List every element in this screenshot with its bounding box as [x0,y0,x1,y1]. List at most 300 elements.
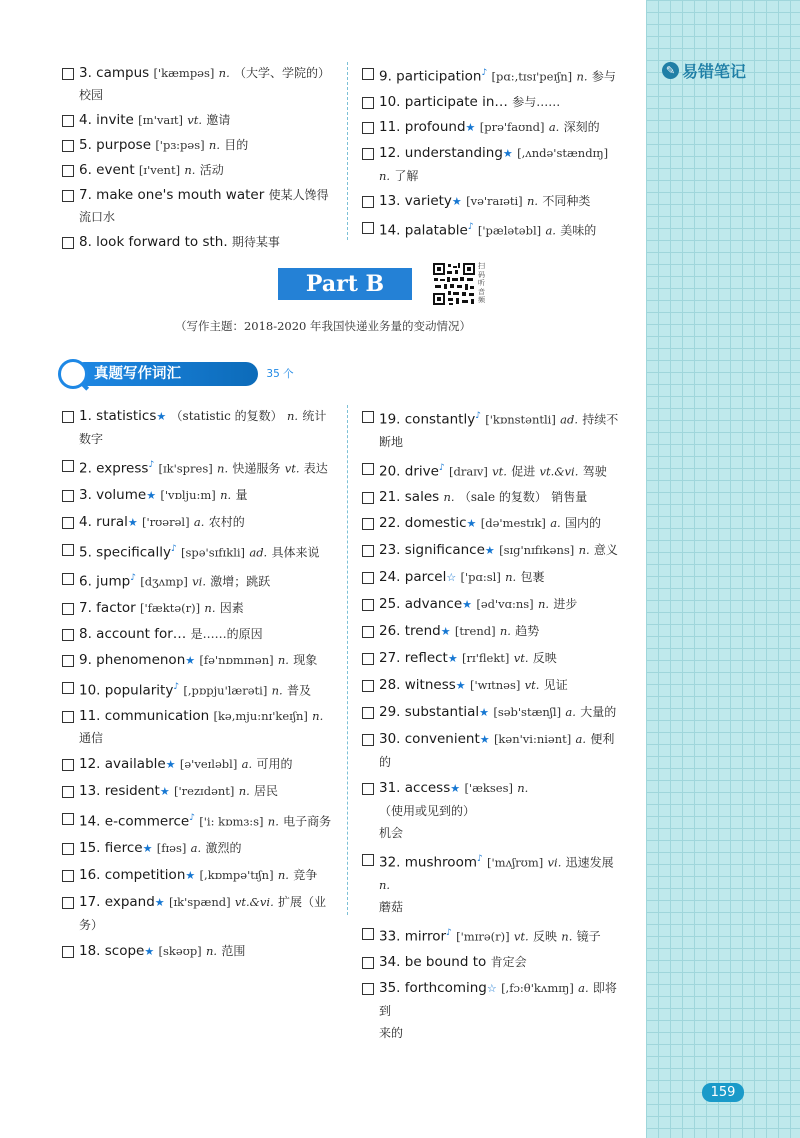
definition: 范围 [221,943,246,958]
checkbox[interactable] [62,411,74,423]
part-of-speech-2: vt.&vi. [539,464,579,478]
definition-continued-text: 了解 [394,168,419,183]
vocab-item [62,62,334,106]
checkbox[interactable] [362,626,374,638]
star-icon: ★ [144,944,155,958]
checkbox[interactable] [62,68,74,80]
checkbox[interactable] [62,711,74,723]
part-of-speech: a. [193,514,205,529]
star-icon: ★ [165,758,176,771]
checkbox[interactable] [362,653,374,665]
vocab-item [62,705,334,749]
vocab-text [79,454,334,480]
checkbox[interactable] [62,843,74,855]
star-icon: ★ [185,653,196,667]
part-of-speech: n. [526,193,539,208]
definition: 使某人馋得 [268,188,329,202]
vocab-text [79,231,334,253]
part-of-speech: n. [537,597,550,611]
vocab-word: 7. make one's mouth water [79,187,265,203]
vocab-item [62,511,334,534]
definition-continued-text: 数字 [79,432,104,446]
definition: 竞争 [293,867,318,882]
part-of-speech: vt. [513,651,529,665]
vocab-item [362,512,624,535]
checkbox[interactable] [62,573,74,585]
definition: 见证 [543,678,568,692]
part-of-speech: n. [208,138,220,152]
vocab-item [62,159,334,181]
vocab-item [62,567,334,593]
vocab-word: 10. popularity [79,682,174,698]
phonetic: [skəʊp] [158,943,202,958]
vocab-item [62,597,334,619]
phonetic: [səb'stænʃl] [493,705,562,719]
vocab-word: 5. purpose [79,137,152,153]
vocab-text [379,405,624,453]
audio-icon: ♪ [170,543,177,554]
definition: 电子商务 [283,814,332,829]
vocab-text [379,674,624,697]
vocab-item [362,91,624,113]
phonetic: [kən'vi:niənt] [493,732,572,746]
vocab-text [79,538,334,564]
qr-caption: 扫码听音频 [478,262,485,304]
star-icon: ★ [455,679,466,692]
phonetic: [dʒʌmp] [140,574,188,589]
phonetic: ['kɒnstəntli] [485,412,556,427]
definition: 农村的 [208,514,245,529]
checkbox[interactable] [362,957,374,969]
vocab-word: 19. constantly [379,411,476,428]
vocab-item [362,457,624,483]
part-of-speech-2: vt. [284,461,300,476]
vocab-item [62,134,334,156]
checkbox[interactable] [62,490,74,502]
audio-icon: ♪ [475,411,481,421]
vocab-text [379,728,624,773]
definition-2: 销售量 [551,490,588,504]
definition: 趋势 [515,624,540,638]
vocab-word: 6. jump [79,573,131,590]
vocab-item [362,951,624,973]
vocab-text [379,116,624,139]
main-right-list [362,405,624,1048]
vocab-word: 22. domestic [379,515,467,531]
definition: （使用或见到的） [379,804,476,818]
checkbox[interactable] [362,599,374,611]
definition: 快递服务 [232,461,281,476]
phonetic: ['rʊərəl] [142,514,190,529]
vocab-text [79,837,334,860]
phonetic: ['mɪrə(r)] [456,929,510,943]
qr-code[interactable] [432,262,476,306]
definition: 可用的 [256,757,293,771]
vocab-text [379,457,624,483]
checkbox[interactable] [62,190,74,202]
vocab-word: 1. statistics [79,408,157,424]
sidebar-grid [646,0,800,1138]
definition-continued [379,165,624,187]
part-of-speech: n. [517,781,529,795]
definition: 激增；跳跃 [210,574,271,589]
star-icon: ★ [502,146,513,160]
definition: 迅速发展 [565,855,614,870]
checkbox[interactable] [362,122,374,134]
checkbox[interactable] [62,813,74,825]
definition-continued [79,727,334,749]
definition: 不同种类 [542,193,591,208]
vocab-text [79,62,334,106]
vocab-text [379,647,624,670]
phonetic: ['i: kɒmɜ:s] [199,814,264,829]
vocab-text [379,777,624,844]
phonetic: ['fæktə(r)] [140,600,201,615]
definition: （sale 的复数） [458,490,547,504]
vocab-text [79,597,334,619]
definition: （statistic 的复数） [170,409,283,423]
checkbox[interactable] [362,783,374,795]
part-of-speech: n. [578,543,590,557]
part-of-speech: n. [217,461,229,476]
phonetic: [sɪg'nɪfɪkəns] [499,543,575,557]
checkbox[interactable] [362,68,374,80]
part-of-speech: n. [379,168,391,183]
checkbox[interactable] [62,165,74,177]
vocab-item [362,674,624,697]
definition: 进步 [553,597,578,611]
vocab-text [79,567,334,593]
part-of-speech: n. [505,570,517,584]
top-right-list [362,62,624,244]
vocab-item [362,620,624,643]
vocab-word: 26. trend [379,623,441,639]
phonetic: [draɪv] [448,464,488,478]
part-of-speech: n. [277,652,289,667]
phonetic: [trend] [454,624,496,638]
definition: 意义 [593,543,618,557]
phonetic: [ɪk'spres] [158,461,213,476]
vocab-text [379,701,624,724]
part-of-speech: a. [578,981,589,995]
part-of-speech: vt.&vi. [234,894,274,909]
vocab-item [62,780,334,803]
vocab-item [62,864,334,887]
checkbox[interactable] [362,97,374,109]
star-icon: ★ [185,868,196,882]
part-of-speech: vt. [187,113,203,127]
vocab-text [79,780,334,803]
part-of-speech: n. [204,600,216,615]
definition: 扩展（业务） [79,894,327,932]
hollow-star-icon: ☆ [486,982,497,995]
checkbox[interactable] [362,545,374,557]
vocab-word: 4. invite [79,112,134,128]
part-of-speech: ad. [249,545,268,559]
definition: 反映 [532,929,557,943]
part-of-speech: n. [220,487,232,502]
definition-continued [379,822,624,844]
definition: （大学、学院的） [234,66,331,80]
vocab-item [62,891,334,936]
definition: 国内的 [565,516,602,530]
part-of-speech-2: n. [379,877,391,892]
part-of-speech: a. [548,119,560,134]
vocab-text [79,184,334,228]
vocab-word: 10. participate in… [379,93,508,110]
vocab-text [79,159,334,181]
vocab-word: 16. competition [79,866,186,883]
checkbox[interactable] [362,572,374,584]
vocab-text [379,539,624,562]
part-of-speech: vt. [524,678,540,692]
part-b-heading: Part B [278,268,412,300]
audio-icon: ♪ [148,460,155,470]
vocab-item [62,676,334,702]
checkbox[interactable] [62,517,74,529]
vocab-item [362,922,624,948]
part-of-speech: a. [545,223,556,237]
phonetic: [spə'sɪfɪkli] [181,545,246,559]
checkbox[interactable] [62,115,74,127]
checkbox[interactable] [362,222,374,234]
part-of-speech: n. [499,624,511,638]
checkbox[interactable] [362,734,374,746]
vocab-text [379,190,624,213]
checkbox[interactable] [62,460,74,472]
part-of-speech: vi. [547,855,562,870]
note-label-text: 易错笔记 [682,61,747,81]
writing-topic: （写作主题：2018-2020 年我国快递业务量的变动情况） [174,319,472,333]
vocab-word: 14. e-commerce [79,813,190,830]
audio-icon: ♪ [446,927,452,938]
part-of-speech: a. [550,516,561,530]
definition: 参与…… [512,94,561,109]
vocab-word: 2. express [79,460,149,477]
word-count-badge: 35 个 [258,367,302,382]
vocab-item [362,190,624,213]
checkbox[interactable] [62,629,74,641]
definition: 持续不断地 [379,412,619,449]
definition-continued [79,428,334,450]
vocab-word: 8. look forward to sth. [79,234,228,250]
vocab-item [62,940,334,963]
vocab-item [362,777,624,844]
vocab-word: 9. phenomenon [79,651,186,668]
definition: 邀请 [206,113,231,127]
star-icon: ★ [156,410,167,423]
vocab-word: 18. scope [79,942,145,959]
phonetic: [və'raɪəti] [466,193,523,208]
vocab-text [79,676,334,702]
checkbox[interactable] [362,680,374,692]
note-label [662,57,746,83]
audio-icon: ♪ [438,462,445,473]
vocab-word: 35. forthcoming [379,980,487,996]
vocab-item [62,623,334,645]
vocab-word: 3. volume [79,486,147,503]
checkbox[interactable] [62,603,74,615]
vocab-word: 14. palatable [379,222,468,238]
vocab-item [362,142,624,187]
checkbox[interactable] [62,655,74,667]
vocab-word: 5. specifically [79,544,171,560]
star-icon: ★ [462,598,473,611]
vocab-item [62,484,334,507]
vocab-text [379,620,624,643]
vocab-word: 23. significance [379,542,485,558]
phonetic: ['rezɪdənt] [174,784,235,798]
vocab-text [79,891,334,936]
phonetic: ['pɜ:pəs] [155,138,205,152]
vocab-word: 13. resident [79,783,160,799]
vocab-item [62,454,334,480]
checkbox[interactable] [362,411,374,423]
star-icon: ★ [159,785,170,798]
definition-continued-text: 流口水 [79,210,116,224]
vocab-word: 17. expand [79,893,155,910]
definition: 量 [235,487,248,502]
definition: 活动 [199,163,224,177]
star-icon: ★ [465,120,476,134]
definition: 具体来说 [271,545,320,559]
definition-2: 镜子 [576,929,601,943]
definition-continued-text: 机会 [379,826,404,840]
part-of-speech: n. [184,163,196,177]
audio-icon: ♪ [189,813,195,823]
vocab-word: 29. substantial [379,704,480,720]
vocab-word: 30. convenient [379,731,480,747]
vocab-text [79,807,334,833]
phonetic: ['ækses] [464,781,513,795]
phonetic: [,pɒpju'lærəti] [183,683,268,697]
definition-continued [379,896,624,918]
part-of-speech: a. [565,705,576,719]
vocab-word: 27. reflect [379,650,448,666]
checkbox[interactable] [62,897,74,909]
vocab-item [62,538,334,564]
vocab-item [362,216,624,242]
vocab-word: 3. campus [79,65,150,81]
vocab-text [379,216,624,242]
star-icon: ★ [146,488,157,502]
definition: 肯定会 [490,955,527,969]
phonetic: [,kɒmpə'tɪʃn] [199,867,274,882]
vocab-text [379,91,624,113]
part-of-speech: n. [312,709,324,723]
vocab-word: 25. advance [379,596,463,612]
audio-icon: ♪ [481,68,488,78]
checkbox[interactable] [362,928,374,940]
phonetic: [fə'nɒmɪnən] [199,652,274,667]
vocab-text [79,484,334,507]
checkbox[interactable] [362,854,374,866]
definition-continued [79,84,334,106]
hollow-star-icon: ☆ [446,571,457,584]
vocab-word: 7. factor [79,599,136,616]
vocab-word: 15. fierce [79,839,143,856]
definition-2: 驾驶 [582,464,607,478]
phonetic: [,fɔ:θ'kʌmɪŋ] [501,981,574,995]
pen-icon: ✎ [662,62,679,79]
part-of-speech: a. [575,732,587,746]
audio-icon: ♪ [130,573,136,583]
checkbox[interactable] [362,492,374,504]
checkbox[interactable] [62,786,74,798]
phonetic: ['kæmpəs] [153,66,215,80]
phonetic: [,ʌndə'stændɪŋ] [517,145,609,160]
vocab-item [362,62,624,88]
part-of-speech: a. [190,840,202,855]
vocab-word: 9. participation [379,68,482,85]
vocab-text [79,705,334,749]
vocab-text [79,134,334,156]
vocab-item [362,566,624,589]
vocab-item [362,593,624,616]
checkbox[interactable] [62,544,74,556]
vocab-item [362,728,624,773]
vocab-text [379,566,624,589]
vocab-word: 24. parcel [379,569,447,585]
phonetic: ['pælətəbl] [477,223,542,237]
magnifier-icon [58,359,88,389]
checkbox[interactable] [62,946,74,958]
definition: 便利的 [379,732,615,769]
checkbox[interactable] [362,707,374,719]
checkbox[interactable] [62,140,74,152]
definition-continued [379,1022,624,1044]
checkbox[interactable] [62,870,74,882]
vocab-text [79,753,334,776]
phonetic: ['wɪtnəs] [469,678,521,692]
checkbox[interactable] [62,237,74,249]
checkbox[interactable] [362,148,374,160]
vocab-word: 4. rural [79,513,128,530]
definition: 深刻的 [563,119,600,134]
definition: 激烈的 [205,840,242,855]
definition: 包裹 [520,570,545,584]
checkbox[interactable] [362,983,374,995]
part-of-speech: n. [205,943,218,958]
star-icon: ★ [479,733,490,746]
definition-continued-text: 校园 [79,88,104,102]
checkbox[interactable] [362,196,374,208]
vocab-word: 34. be bound to [379,954,487,970]
checkbox[interactable] [62,682,74,694]
star-icon: ★ [450,782,461,795]
checkbox[interactable] [362,463,374,475]
star-icon: ★ [154,895,165,909]
vocab-word: 11. communication [79,708,210,724]
vocab-text [379,142,624,187]
phonetic: [də'mestɪk] [480,516,546,530]
definition: 居民 [254,784,279,798]
definition: 促进 [511,464,536,478]
star-icon: ★ [466,517,477,530]
checkbox[interactable] [62,759,74,771]
part-of-speech: n. [443,490,455,504]
definition-2: 统计 [302,409,327,423]
vocab-word: 28. witness [379,677,456,693]
vocab-text [379,512,624,535]
vocab-word: 31. access [379,780,451,796]
vocab-word: 33. mirror [379,928,447,944]
star-icon: ★ [484,544,495,557]
phonetic: [ə'veɪləbl] [179,757,238,771]
checkbox[interactable] [362,518,374,530]
part-of-speech: vt. [513,929,529,943]
top-left-list [62,62,334,256]
